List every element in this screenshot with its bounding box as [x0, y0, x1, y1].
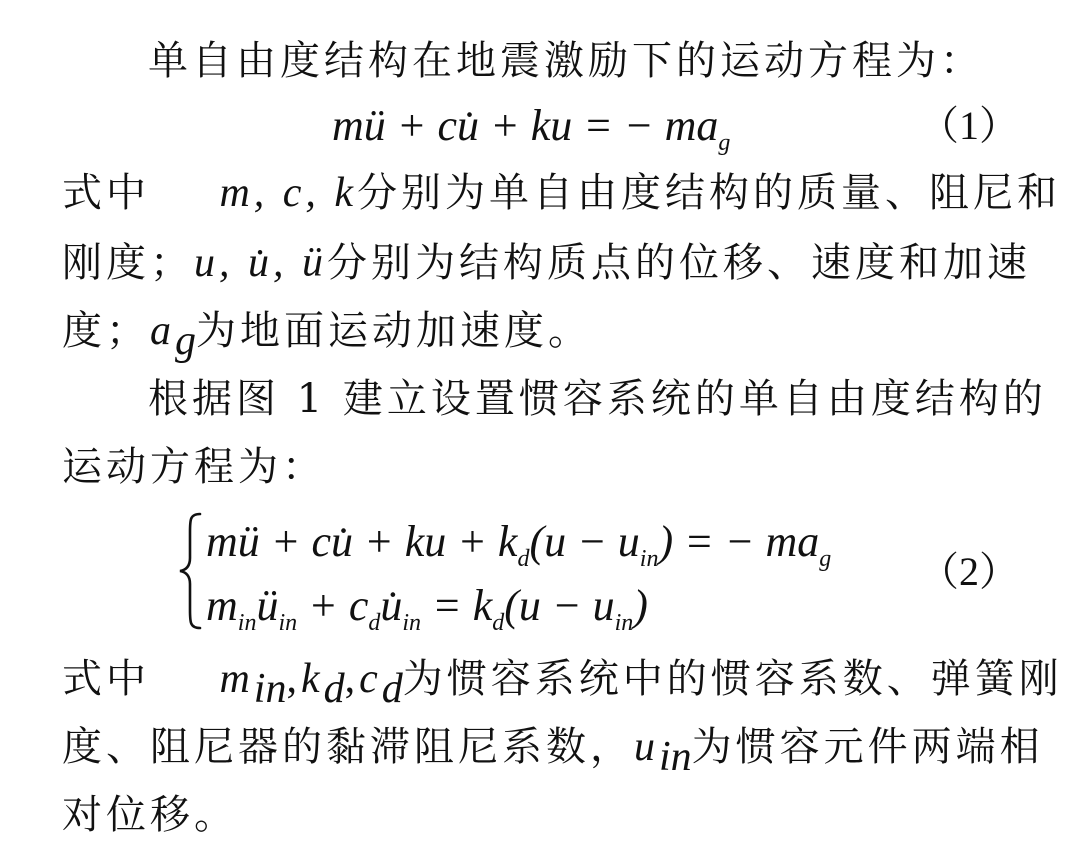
where2-line-2a: 度、阻尼器的黏滞阻尼系数，: [62, 724, 634, 770]
eq2-row2-c: + c: [297, 581, 369, 630]
where-line-3a: 度；: [62, 308, 150, 354]
var-uin: u: [634, 724, 659, 770]
eq2-row2-d-sub: in: [402, 610, 422, 636]
where-line-2a: 刚度；: [62, 240, 194, 286]
where-line-1: [62, 166, 1062, 220]
var-uin-sub: in: [659, 734, 692, 780]
where2-line-2b: 为惯容元件两端相: [691, 724, 1044, 770]
where-lead-1: 式中: [62, 170, 150, 216]
where-text-1: 分别为单自由度结构的质量、阻尼和: [357, 170, 1062, 216]
var-cd: c: [359, 656, 382, 702]
equation-1: [332, 98, 730, 154]
eq2-row2-b-sub: in: [278, 610, 298, 636]
var-kd: k: [300, 656, 324, 702]
eq2-row2-e: = k: [421, 581, 493, 630]
where2-line-1: 式中 $m_{in},k_d,c_d$为惯容系统中的惯容系数、弹簧刚: [62, 656, 1063, 712]
where-vars-1: m, c, k: [219, 170, 358, 216]
where2-line-2: [62, 720, 1044, 780]
eq2-row2-d: u̇: [380, 581, 403, 630]
equation-1-lhs: mü + cu̇ + ku = − ma: [332, 101, 719, 150]
intro-text: 单自由度结构在地震激励下的运动方程为：: [148, 38, 984, 84]
where-line-3: [62, 304, 1020, 364]
eq2-row2-a: m: [206, 581, 238, 630]
where2-line-3: 对位移。: [62, 792, 238, 838]
eq2-row2-c-sub: d: [368, 610, 381, 636]
where2-lead: 式中: [62, 656, 150, 702]
equation-2-number: （2）: [919, 549, 1019, 594]
intro-line: [148, 34, 1020, 88]
equation-2-row-2: [206, 578, 648, 634]
eq2-row2-e-sub: d: [492, 610, 505, 636]
var-min-sub: in: [253, 666, 287, 712]
eq2-row1-c: ) = − ma: [658, 517, 820, 566]
ag-sub: g: [175, 318, 196, 364]
equation-1-sub: g: [718, 130, 731, 156]
eq2-row1-a: mü + cu̇ + ku + k: [206, 517, 518, 566]
where-line-3b: 为地面运动加速度。: [196, 308, 592, 354]
eq2-row2-f-sub: in: [614, 610, 634, 636]
var-cd-sub: d: [381, 666, 403, 712]
eq2-row1-b: (u − u: [529, 517, 640, 566]
eq2-row2-b: ü: [256, 581, 279, 630]
eq2-row2-f: (u − u: [504, 581, 615, 630]
equation-system-brace: [178, 512, 204, 630]
eq2-row1-b-sub: in: [639, 546, 659, 572]
equation-2-row-1: [206, 514, 831, 570]
ag-var: a: [150, 308, 175, 354]
var-kd-sub: d: [323, 666, 345, 712]
var-min: m: [219, 656, 254, 702]
where2-text-1: 为惯容系统中的惯容系数、弹簧刚: [402, 656, 1063, 702]
eq2-row1-c-sub: g: [819, 546, 832, 572]
eq2-row1-a-sub: d: [517, 546, 530, 572]
para2-line-1: 根据图 1 建立设置惯容系统的单自由度结构的: [148, 376, 1047, 422]
eq2-row2-a-sub: in: [237, 610, 257, 636]
para2-line-2: 运动方程为：: [62, 444, 326, 490]
where-line-2: [62, 236, 1031, 290]
where-line-2b: 分别为结构质点的位移、速度和加速: [327, 240, 1031, 286]
where-vars-2: u, u̇, ü: [194, 240, 327, 286]
equation-1-number: （1）: [919, 103, 1019, 148]
eq2-row2-g: ): [633, 581, 648, 630]
